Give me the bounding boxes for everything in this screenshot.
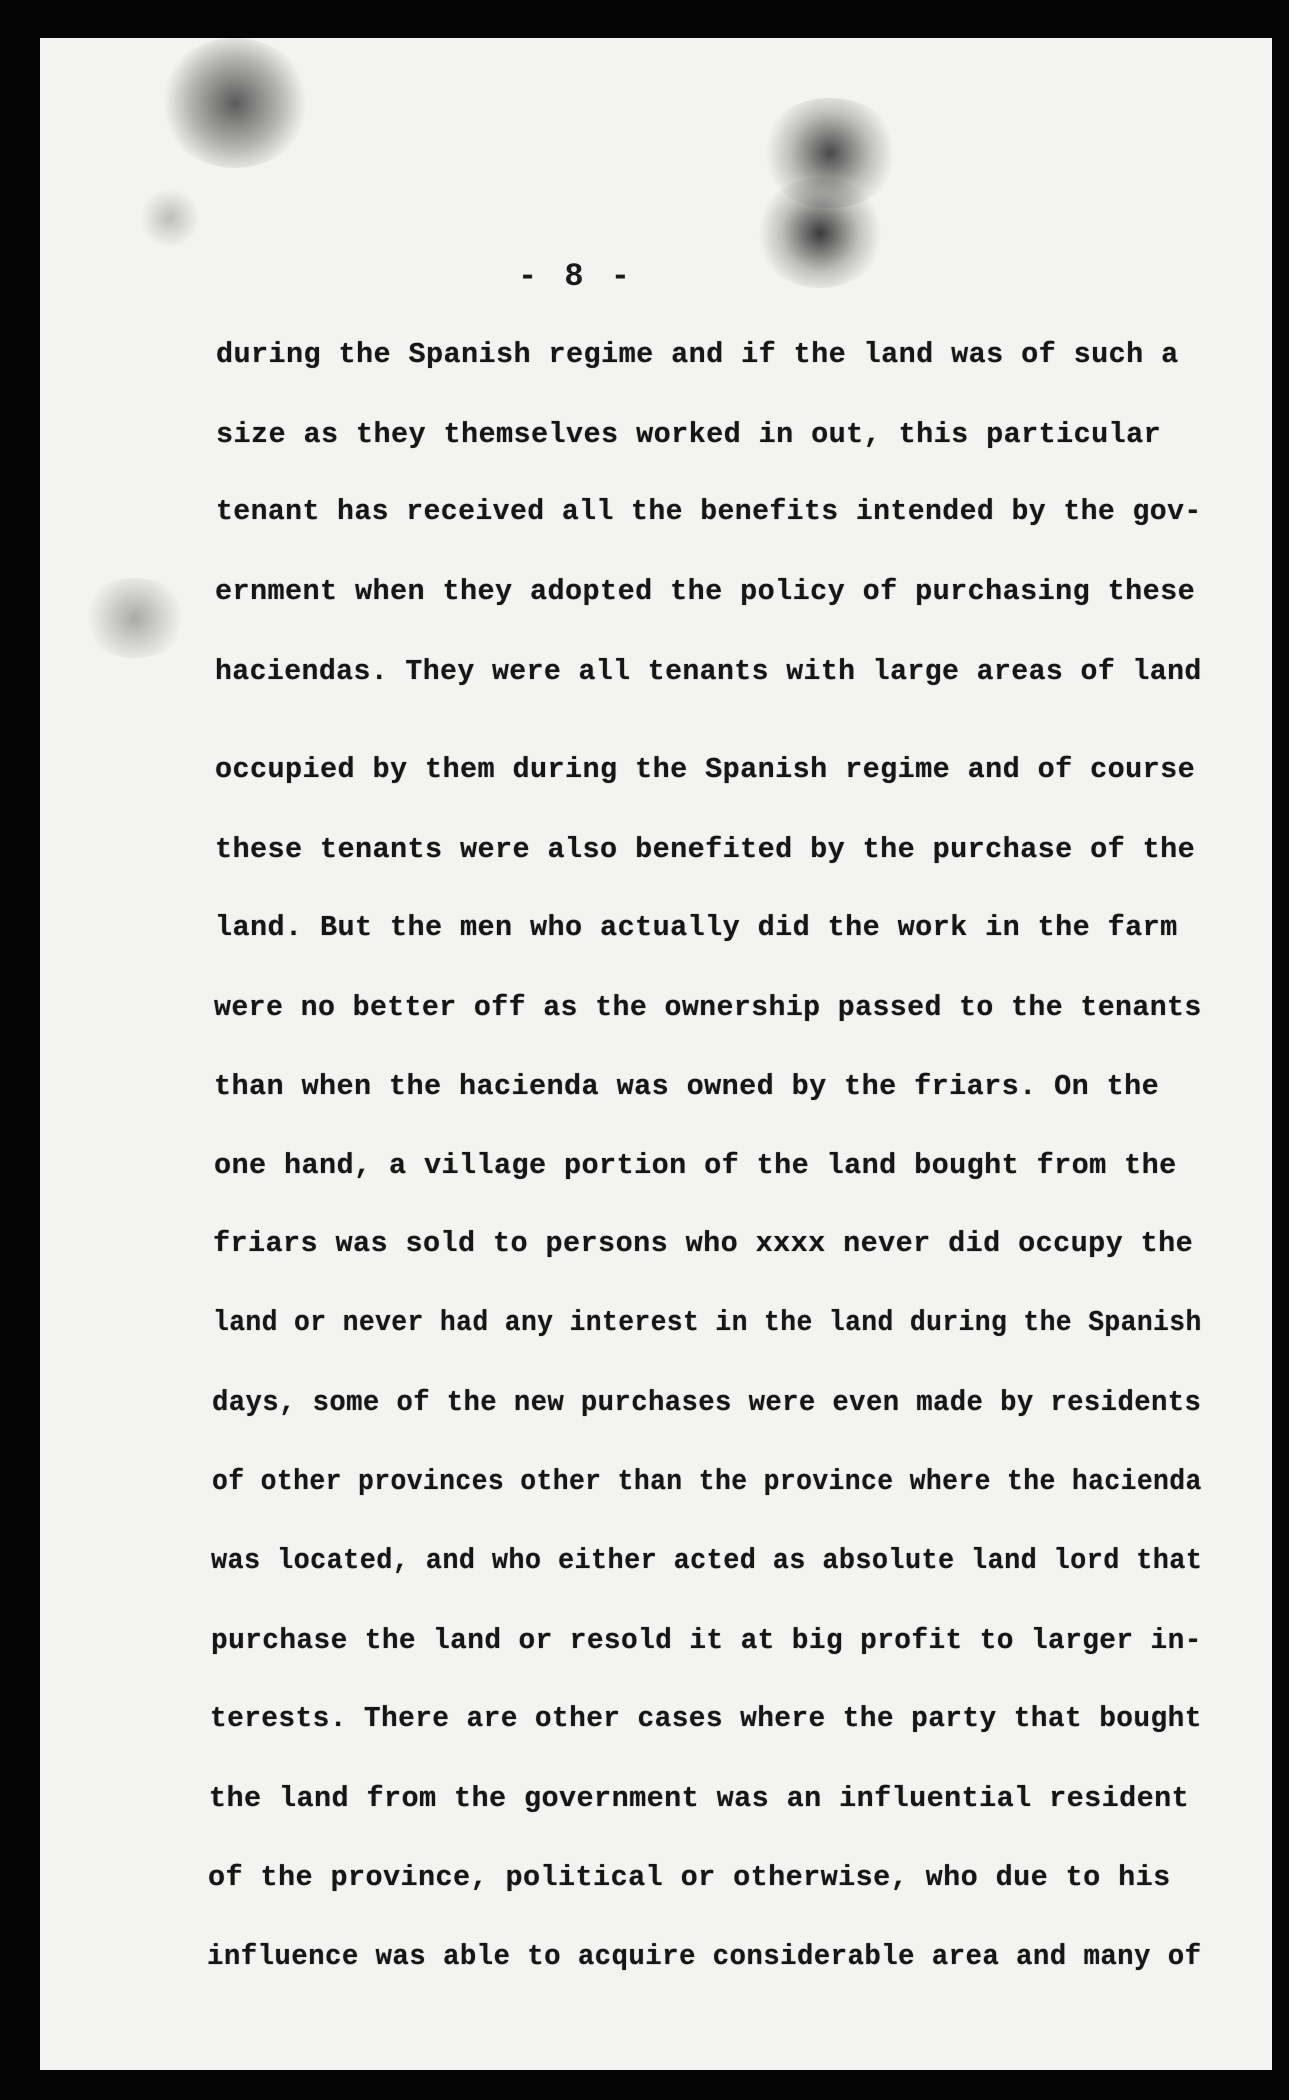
text-line: ernment when they adopted the policy of purchasing these bbox=[215, 575, 1196, 608]
text-line: occupied by them during the Spanish regime and of course bbox=[215, 753, 1196, 786]
ink-smudge bbox=[760, 98, 900, 208]
document-page bbox=[40, 38, 1272, 2070]
text-line: during the Spanish regime and if the land was of such a bbox=[216, 338, 1179, 371]
text-line: influence was able to acquire considerable area and many of bbox=[207, 1940, 1202, 1973]
text-line: size as they themselves worked in out, this particular bbox=[216, 418, 1162, 451]
text-line: these tenants were also benefited by the purchase of the bbox=[215, 833, 1196, 866]
text-line: than when the hacienda was owned by the friars. On the bbox=[214, 1070, 1160, 1103]
ink-smudge bbox=[140, 188, 200, 248]
text-line: terests. There are other cases where the party that bought bbox=[210, 1702, 1202, 1735]
page-number: - 8 - bbox=[517, 258, 634, 295]
text-line: land or never had any interest in the land during the Spanish bbox=[213, 1306, 1202, 1339]
text-line: was located, and who either acted as absolute land lord that bbox=[211, 1544, 1203, 1577]
ink-smudge bbox=[160, 38, 310, 168]
text-line: haciendas. They were all tenants with large areas of land bbox=[215, 655, 1202, 688]
text-line: tenant has received all the benefits intended by the gov- bbox=[216, 495, 1202, 528]
text-line: the land from the government was an influential resident bbox=[209, 1782, 1190, 1815]
text-line: were no better off as the ownership passed to the tenants bbox=[214, 991, 1202, 1024]
text-line: purchase the land or resold it at big profit to larger in- bbox=[211, 1624, 1202, 1657]
text-line: of other provinces other than the province where the hacienda bbox=[212, 1465, 1202, 1498]
text-line: one hand, a village portion of the land bought from the bbox=[214, 1149, 1177, 1182]
ink-smudge bbox=[80, 578, 190, 658]
text-line: land. But the men who actually did the work in the farm bbox=[215, 911, 1178, 944]
text-line: of the province, political or otherwise, who due to his bbox=[208, 1861, 1171, 1894]
text-line: days, some of the new purchases were even made by residents bbox=[212, 1386, 1202, 1419]
text-line: friars was sold to persons who xxxx never did occupy the bbox=[213, 1227, 1194, 1260]
